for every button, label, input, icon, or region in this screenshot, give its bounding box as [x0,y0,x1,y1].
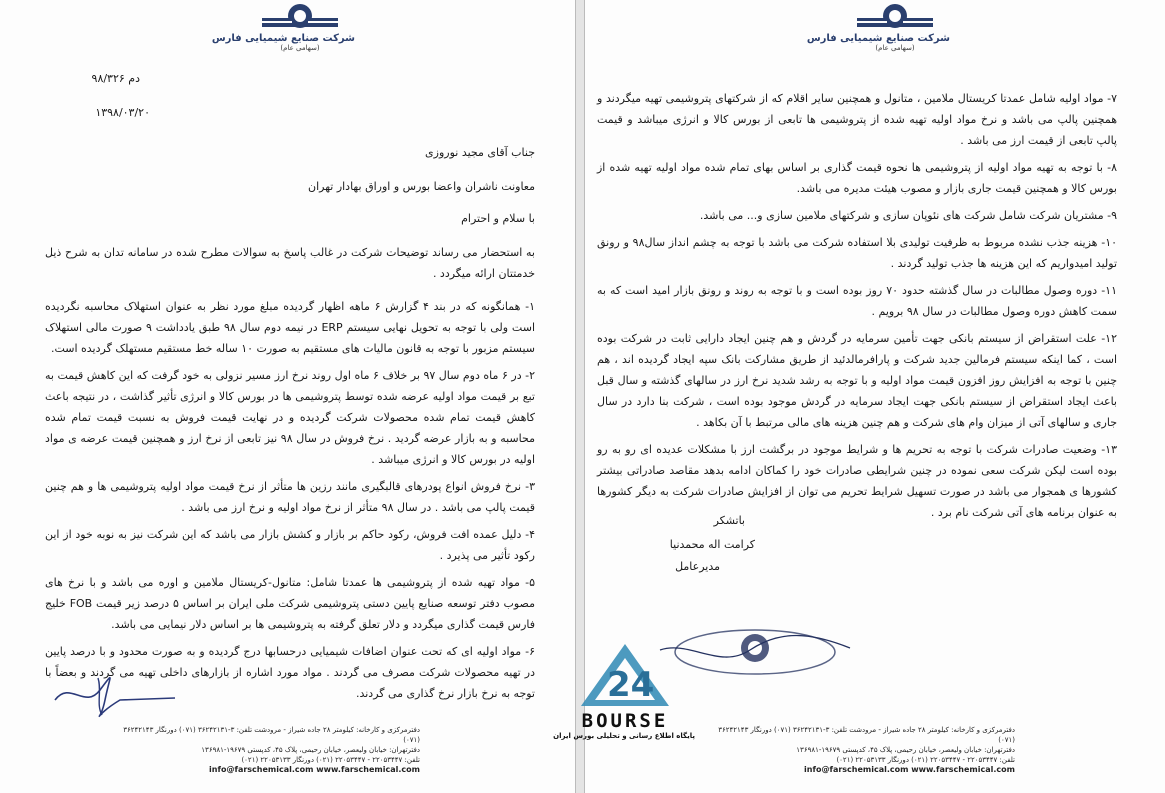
item-12: ۱۲- علت استقراض از سیستم بانکی جهت تأمین سرمایه در گردش و هم چنین ایجاد دارایی ثابت در شرکت بوده است ، کما اینکه سیستم فرمالین جدید شرکت و پارافرمالدئید از طریق مشارکت بانک سپه ایجاد گردیده اند ، هم چنین با توجه به افزایش روز افزون قیمت مواد اولیه و با توجه به رشد شدید نرخ ارز در سالهای گذشته و سال قبل باعث ایجاد استقراض از سیستم بانکی جهت ایجاد سرمایه در گردش موجود بوده است ، شرکت بنا دارد در سال جاری و سالهای آتی از میزان وام های شرکت و هم چنین هزینه های مالی مرتبط با آن بکاهد . [597,332,1117,429]
signatory-title: مدیرعامل [675,560,720,573]
footer-address [715,725,1015,775]
company-subtitle: (سهامی عام) [875,44,915,52]
items-list-left [45,296,535,710]
letter-intro [45,242,535,290]
item-10: ۱۰- هزینه جذب نشده مربوط به ظرفیت تولیدی بلا استفاده شرکت می باشد با توجه به چشم انداز سال۹۸ و رونق تولید امیدواریم که این هزینه ها جذب تولید گردند . [597,236,1118,270]
footer-contact: info@farschemical.com www.farschemical.com [804,765,1015,774]
footer-line-2: دفترتهران: خیابان ولیعصر، خیابان رحیمی، پلاک ۴۵، کدپستی ۱۹۶۷۹-۱۳۶۹۸۱ [201,746,420,754]
item-1: ۱- همانگونه که در بند ۴ گزارش ۶ ماهه اظهار گردیده مبلغ مورد نظر به عنوان استهلاک محاسبه نگردیده است ولی با توجه به تحویل نهایی سیستم ERP در نیمه دوم سال ۹۸ طبق یادداشت ۹ صورت مالی استهلاک سیستم مزبور با توجه به قانون مالیات های مستقیم به صورت ۱۰ ساله خط مستقیم مستهلک گردیده است. [45,300,536,355]
item-9: ۹- مشتریان شرکت شامل شرکت های نئوپان سازی و شرکتهای ملامین سازی و... می باشد. [699,209,1117,222]
intro-paragraph: به استحضار می رساند توضیحات شرکت در غالب پاسخ به سوالات مطرح شده در سامانه تدان به شرح ذیل خدمتتان ارائه میگردد . [45,246,535,280]
signature-scribble [50,670,180,720]
company-name: شرکت صنایع شیمیایی فارس [211,33,355,44]
item-2: ۲- در ۶ ماه دوم سال ۹۷ بر خلاف ۶ ماه اول روند نرخ ارز مسیر نزولی به خود گرفت که این کاهش قیمت به تبع بر قیمت مواد اولیه عرضه شده توسط پتروشیمی ها در بورس کالا و انرژی تأثیر گذاشت ، در نتیجه باعث کاهش قیمت تمام شده محصولات شرکت گردیده و در نهایت قیمت فروش به نسبت قیمت تمام شده محاسبه و به بازار عرضه گردید . نرخ فروش در سال ۹۸ نیز تابعی از نرخ ارز و همچنین قیمت عرضه ی مواد اولیه در بورس کالا و انرژی میباشد . [45,369,536,466]
footer-line-2: دفترتهران: خیابان ولیعصر، خیابان رحیمی، پلاک ۴۵، کدپستی ۱۹۶۷۹-۱۳۶۹۸۱ [796,746,1015,754]
recipient-title: معاونت ناشران واعضا بورس و اوراق بهادار تهران [307,180,535,193]
company-logo-icon [258,2,342,32]
footer-line-3: تلفن: ۲۲۰۵۳۴۴۷ - ۲۲۰۵۳۴۴۷ (۰۲۱) دورنگار ۲۲۰۵۳۱۳۳ (۰۲۱) [836,756,1015,764]
item-11: ۱۱- دوره وصول مطالبات در سال گذشته حدود ۷۰ روز بوده است و با توجه به روند و رونق بازار امید است که به سمت کاهش دوره وصول مطالبات در سال ۹۸ برویم . [597,284,1117,318]
company-subtitle: (سهامی عام) [280,44,320,52]
signatory-name: کرامت اله محمدنیا [669,538,755,551]
company-name: شرکت صنایع شیمیایی فارس [806,33,950,44]
items-list-right [597,88,1117,529]
bourse-brand: BOURSE [581,710,669,732]
bourse-watermark [555,640,695,750]
bourse-tagline: پایگاه اطلاع رسانی و تحلیلی بورس ایران [553,732,695,740]
footer-address [120,725,420,775]
item-7: ۷- مواد اولیه شامل عمدتا کریستال ملامین ، متانول و همچنین سایر اقلام که از شرکتهای پتروشیمی تهیه میگردند و همچنین پالپ می باشد و نرخ مواد اولیه تهیه شده از پتروشیمی ها تابعی از بورس کالا و انرژی میباشد و قیمت پالپ تابعی از قیمت ارز می باشد . [597,92,1117,147]
item-13: ۱۳- وضعیت صادرات شرکت با توجه به تحریم ها و شرایط موجود در برگشت ارز با مشکلات عدیده ای رو به رو بوده است لیکن شرکت سعی نموده در چنین شرایطی صادرات خود را کماکان ادامه بدهد مقاصد صادراتی بیشتر کشورها ی همجوار می باشد در صورت تسهیل شرایط تحریم می توان از افزایش صادرات شرکت به دیگر کشورها به عنوان برنامه های آتی شرکت نام برد . [597,443,1117,519]
footer-contact: info@farschemical.com www.farschemical.com [209,765,420,774]
item-6: ۶- مواد اولیه ای که تحت عنوان اضافات شیمیایی درحسابها درج گردیده و به صورت محدود و با درصد پایین در تهیه محصولات شرکت مصرف می گردند . مواد مورد اشاره از بازارهای داخلی تهیه می گردند و بعضاً با توجه به نرخ بازار نرخ گذاری می گردند. [45,645,535,700]
footer-line-1: دفترمرکزی و کارخانه: کیلومتر ۲۸ جاده شیراز - مرودشت تلفن: ۳-۳۶۲۴۲۱۳۱ (۰۷۱) دورنگار ۳۶۲۴۲۱۴۳ (۰۷۱) [718,726,1015,744]
greeting: با سلام و احترام [461,212,535,225]
company-logo-icon [853,2,937,32]
company-logo [806,2,950,52]
letter-number: دم ۹۸/۳۲۶ [91,72,140,85]
closing-text: باتشکر [713,514,745,527]
item-3: ۳- نرخ فروش انواع پودرهای قالبگیری مانند رزین ها متأثر از نرخ قیمت مواد اولیه پتروشیمی ها و هم چنین قیمت پالپ می باشد . در سال ۹۸ متأثر از نرخ مواد اولیه و نرخ ارز می باشد . [45,480,535,514]
footer-line-3: تلفن: ۲۲۰۵۳۴۴۷ - ۲۲۰۵۳۴۴۷ (۰۲۱) دورنگار ۲۲۰۵۳۱۳۳ (۰۲۱) [241,756,420,764]
item-8: ۸- با توجه به تهیه مواد اولیه از پتروشیمی ها نحوه قیمت گذاری بر اساس بهای تمام شده مواد اولیه تهیه شده از بورس کالا و همچنین قیمت جاری بازار و مصوب هیئت مدیره می باشد. [597,161,1117,195]
recipient-name: جناب آقای مجید نوروزی [425,146,535,159]
letter-page-1 [0,0,576,793]
svg-text:24: 24 [607,665,655,705]
item-4: ۴- دلیل عمده افت فروش، رکود حاکم بر بازار و کشش بازار می باشد که این شرکت نیز به نوبه خود از این رکود تأثیر می پذیرد . [45,528,535,562]
company-logo [211,2,355,52]
item-5: ۵- مواد تهیه شده از پتروشیمی ها عمدتا شامل: متانول-کریستال ملامین و اوره می باشد و با نرخ های مصوب دفتر توسعه صنایع پایین دستی پتروشیمی شرکت ملی ایران بر اساس ۵ درصد زیر قیمت FOB خلیج فارس قیمت گذاری میگردد و دلار تعلق گرفته به پتروشیمی ها بر اساس دلار نیمایی می باشد. [45,576,535,631]
letter-date: ۱۳۹۸/۰۳/۲۰ [95,106,150,119]
bourse-logo-icon [577,640,673,710]
footer-line-1: دفترمرکزی و کارخانه: کیلومتر ۲۸ جاده شیراز - مرودشت تلفن: ۳-۳۶۲۴۲۱۳۱ (۰۷۱) دورنگار ۳۶۲۴۲۱۴۳ (۰۷۱) [123,726,420,744]
